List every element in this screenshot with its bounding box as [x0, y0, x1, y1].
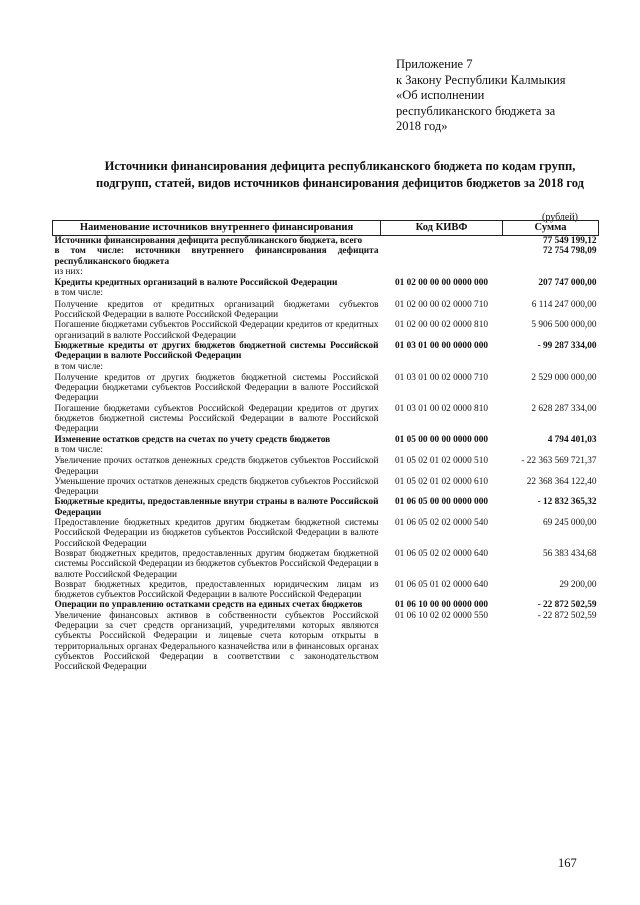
- row-sum: 72 754 798,09: [543, 246, 597, 257]
- table-row: [53, 373, 599, 404]
- row-code: [381, 236, 503, 247]
- table-row: [53, 246, 599, 267]
- row-name: из них:: [54, 266, 83, 277]
- row-sum: 4 794 401,03: [547, 434, 597, 445]
- row-name: Уменьшение прочих остатков денежных средств бюджетов субъектов Российской Федерации: [54, 476, 379, 498]
- table-row: [53, 445, 599, 456]
- row-sum: [503, 267, 599, 278]
- row-sum: 5 906 500 000,00: [531, 320, 597, 331]
- row-sum: - 12 832 365,32: [537, 497, 597, 508]
- row-code: 01 05 00 00 00 0000 000: [395, 434, 488, 445]
- table-row: [53, 320, 599, 341]
- table-row: [53, 600, 599, 610]
- annex-reference: [396, 57, 596, 135]
- row-sum: [503, 445, 599, 456]
- table-row: [53, 518, 599, 549]
- row-code: 01 02 00 00 02 0000 810: [395, 320, 488, 331]
- page-number: 167: [558, 856, 577, 870]
- row-name: Предоставление бюджетных кредитов другим бюджетам бюджетной системы Российской Федерации из бюджетов субъектов Российской Федерации в валюте Российской Федерации: [54, 518, 379, 549]
- table-row: [53, 288, 599, 299]
- row-name: Увеличение прочих остатков денежных средств бюджетов субъектов Российской Федерации: [54, 456, 379, 477]
- row-name: в том числе:: [54, 361, 103, 372]
- table-row: [53, 549, 599, 580]
- row-sum: - 22 872 502,59: [537, 610, 597, 621]
- table-row: [53, 435, 599, 445]
- row-sum: - 99 287 334,00: [537, 340, 597, 351]
- row-code: [381, 267, 503, 278]
- row-sum: 2 628 287 334,00: [531, 403, 597, 414]
- table-row: [53, 267, 599, 278]
- row-code: 01 03 01 00 00 0000 000: [395, 340, 488, 351]
- document-title: [60, 158, 620, 192]
- header-code: Код КИВФ: [381, 221, 503, 236]
- title-line-2: подгрупп, статей, видов источников финансирования дефицитов бюджетов за 2018 год: [96, 176, 584, 190]
- row-sum: 2 529 000 000,00: [531, 372, 597, 383]
- row-code: 01 06 05 01 02 0000 640: [395, 579, 488, 590]
- row-name: Увеличение финансовых активов в собственности субъектов Российской Федерации за счет средств организаций, учредителями которых являются субъекты Российской Федерации и лицевые счета которым открыты в территориальных органах Федерального казначейства или в финансовых органах субъектов Российской Федерации в соответствии с законодательством Российской Федерации: [54, 610, 379, 673]
- annex-line: «Об исполнении: [396, 88, 485, 102]
- annex-line: Приложение 7: [396, 57, 473, 71]
- annex-line: республиканского бюджета за: [396, 103, 556, 118]
- table-row: [53, 477, 599, 498]
- row-sum: 6 114 247 000,00: [531, 299, 597, 310]
- row-name: Операции по управлению остатками средств на единых счетах бюджетов: [54, 600, 363, 611]
- row-code: 01 05 02 01 02 0000 510: [395, 456, 488, 467]
- row-sum: 56 383 434,68: [543, 548, 597, 559]
- table-header-row: [53, 221, 599, 236]
- table-row: [53, 580, 599, 601]
- table-row: [53, 341, 599, 362]
- row-code: 01 06 10 02 02 0000 550: [395, 610, 488, 621]
- table-row: [53, 236, 599, 247]
- row-sum: [503, 362, 599, 373]
- row-name: Возврат бюджетных кредитов, предоставленных другим бюджетам бюджетной системы Российской Федерации из бюджетов субъектов Российской Федерации в валюте Российской Федерации: [54, 548, 379, 580]
- title-line-1: Источники финансирования дефицита республиканского бюджета по кодам групп,: [104, 159, 576, 173]
- row-code: 01 02 00 00 00 0000 000: [395, 278, 488, 289]
- table-row: [53, 404, 599, 435]
- row-sum: 29 200,00: [559, 579, 597, 590]
- row-code: [381, 445, 503, 456]
- row-name: Бюджетные кредиты от других бюджетов бюджетной системы Российской Федерации в валюте Российской Федерации: [54, 340, 379, 362]
- table-row: [53, 300, 599, 321]
- row-code: 01 02 00 00 02 0000 710: [395, 299, 488, 310]
- row-sum: [503, 288, 599, 299]
- row-code: [381, 288, 503, 299]
- row-sum: 207 747 000,00: [538, 278, 597, 289]
- row-name: Погашение бюджетами субъектов Российской Федерации кредитов от других бюджетов бюджетной системы Российской Федерации в валюте Российской Федерации: [54, 403, 379, 435]
- row-sum: - 22 363 569 721,37: [521, 456, 597, 467]
- row-code: 01 06 05 02 02 0000 540: [395, 518, 488, 529]
- row-name: Бюджетные кредиты, предоставленные внутри страны в валюте Российской Федерации: [54, 497, 379, 518]
- row-name: Изменение остатков средств на счетах по учету средств бюджетов: [54, 434, 331, 445]
- row-code: 01 06 10 00 00 0000 000: [395, 600, 488, 611]
- row-code: [381, 362, 503, 373]
- table-row: [53, 611, 599, 673]
- row-name: Получение кредитов от других бюджетов бюджетной системы Российской Федерации бюджетами субъектов Российской Федерации в валюте Российской Федерации: [54, 372, 379, 404]
- table-row: [53, 278, 599, 288]
- header-sum: Сумма: [503, 221, 599, 236]
- row-code: 01 03 01 00 02 0000 810: [395, 403, 488, 414]
- row-name: Источники финансирования дефицита республиканского бюджета, всего: [54, 236, 363, 246]
- units-label: (рублей): [542, 212, 579, 223]
- row-code: [381, 246, 503, 267]
- table-row: [53, 456, 599, 477]
- row-name: в том числе: источники внутреннего финансирования дефицита республиканского бюджета: [54, 246, 379, 267]
- row-name: Кредиты кредитных организаций в валюте Российской Федерации: [54, 278, 338, 289]
- row-name: Возврат бюджетных кредитов, предоставленных юридическим лицам из бюджетов субъектов Российской Федерации в валюте Российской Федерации: [54, 579, 379, 601]
- row-code: 01 05 02 01 02 0000 610: [395, 476, 488, 487]
- row-code: 01 06 05 00 00 0000 000: [395, 497, 488, 508]
- header-name: Наименование источников внутреннего финансирования: [53, 221, 381, 236]
- row-name: Получение кредитов от кредитных организаций бюджетами субъектов Российской Федерации в валюте Российской Федерации: [54, 299, 379, 321]
- row-name: в том числе:: [54, 444, 103, 455]
- row-sum: - 22 872 502,59: [537, 600, 597, 611]
- table-row: [53, 497, 599, 518]
- row-name: в том числе:: [54, 288, 103, 299]
- row-sum: 22 368 364 122,40: [526, 476, 597, 487]
- row-code: 01 06 05 02 02 0000 640: [395, 548, 488, 559]
- row-code: 01 03 01 00 02 0000 710: [395, 372, 488, 383]
- annex-line: к Закону Республики Калмыкия: [396, 72, 566, 87]
- annex-line: 2018 год»: [396, 119, 448, 133]
- financing-sources-table: [52, 220, 599, 672]
- row-sum: 77 549 199,12: [543, 236, 597, 246]
- row-sum: 69 245 000,00: [543, 518, 597, 529]
- row-name: Погашение бюджетами субъектов Российской Федерации кредитов от кредитных организаций в валюте Российской Федерации: [54, 320, 379, 341]
- table-row: [53, 362, 599, 373]
